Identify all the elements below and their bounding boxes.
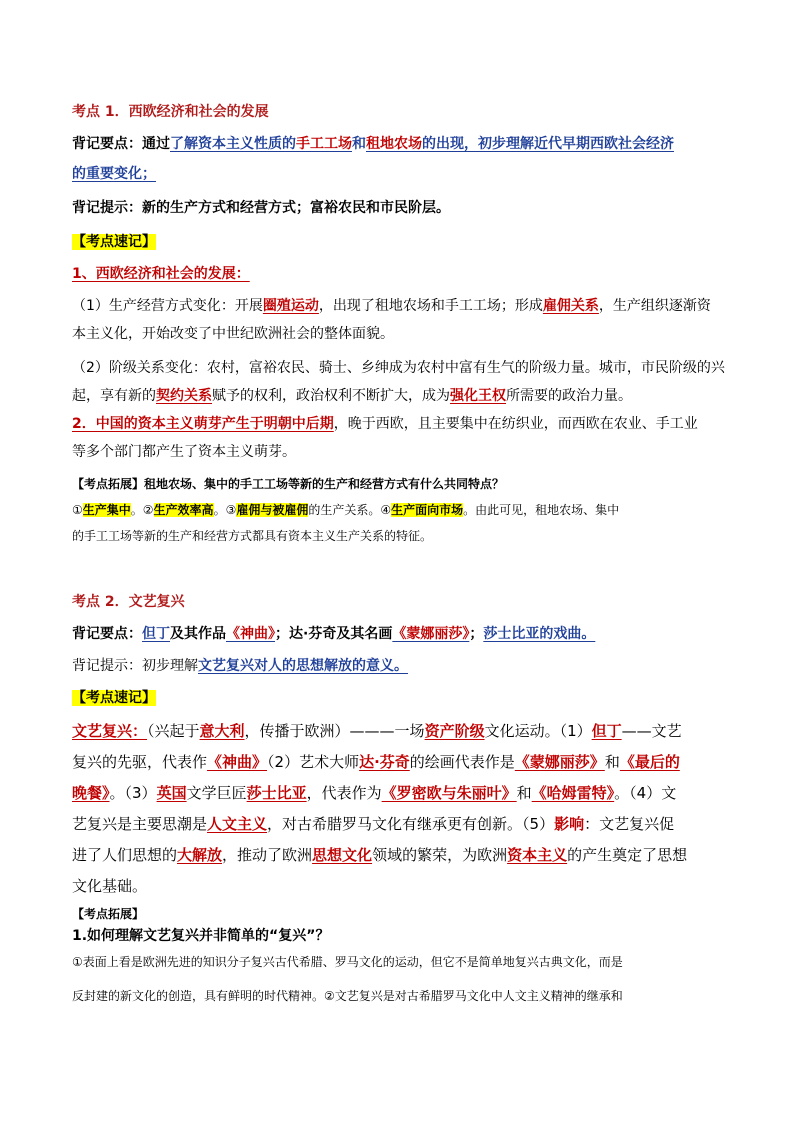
keyword: 但丁 (591, 722, 622, 740)
text: 所需要的政治力量。 (506, 388, 632, 404)
text: ； (469, 626, 484, 642)
keyword: 意大利 (199, 722, 245, 740)
s1-q1-line-2: 本主义化，开始改变了中世纪欧洲社会的整体面貌。 (72, 326, 394, 342)
s2-tip-label: 背记提示： (72, 658, 142, 674)
text: 文学巨匠 (186, 784, 247, 802)
text: ：文艺复兴促 (584, 815, 675, 833)
text: ，出现了租地农场和手工工场；形成 (318, 298, 543, 314)
text: 。由此可见，租地农场、集中 (463, 503, 620, 517)
highlight: 生产集中 (82, 503, 131, 517)
text: ，对古希腊罗马文化有继承更有创新。（5） (267, 815, 555, 833)
text: 起，享有新的 (72, 388, 156, 404)
quick-tag-label: 【考点速记】 (72, 690, 156, 706)
s1-tip-label: 背记提示： (72, 200, 142, 216)
s2-tip (72, 656, 408, 676)
keyword: 思想文化 (312, 846, 373, 864)
keyword: 大解放 (177, 846, 223, 864)
text: ，推动了欧洲 (222, 846, 313, 864)
text: 。② (130, 503, 154, 517)
s2-para-line-3 (72, 781, 676, 805)
text: 及其作品 (170, 626, 226, 642)
s1-req-keyword: 手工工场 (296, 136, 352, 152)
keyword: 圈殖运动 (262, 298, 319, 314)
keyword: 资产阶级 (424, 722, 485, 740)
text: 艺复兴是主要思潮是 (72, 815, 208, 833)
s2-requirement (72, 624, 595, 644)
keyword: 达·芬奇 (359, 753, 410, 771)
text: ，生产组织逐渐资 (598, 298, 711, 314)
s1-req-label: 背记要点： (72, 136, 142, 152)
s1-q1-line-1 (72, 296, 711, 316)
keyword: 《神曲》 (226, 626, 275, 642)
text: 初步理解 (142, 658, 198, 674)
s1-requirement-line-1 (72, 134, 674, 154)
s1-req-text: 和 (352, 136, 366, 152)
underline: 文艺复兴对人的思想解放的意义。 (198, 658, 408, 674)
keyword: 晚餐》 (72, 784, 110, 802)
text: 和 (604, 753, 620, 771)
text: 进了人们思想的 (72, 846, 178, 864)
s1-quick-heading (72, 264, 250, 284)
text: （2）艺术大师 (267, 753, 360, 771)
circled-number: ② (324, 989, 335, 1003)
keyword: 契约关系 (156, 388, 212, 404)
quick-tag-label: 【考点速记】 (72, 234, 156, 250)
keyword: 2．中国的资本主义萌芽产生于明朝中后期 (72, 416, 334, 432)
underline: 但丁 (142, 626, 170, 642)
text: 的绘画代表作是 (409, 753, 515, 771)
text: 复兴的先驱，代表作 (72, 753, 208, 771)
text: 表面上看是欧洲先进的知识分子复兴古代希腊、罗马文化的运动，但它不是简单地复兴古典文化，而是 (82, 955, 623, 969)
text: 和 (516, 784, 532, 802)
text: （兴起于 (147, 722, 200, 740)
s1-req-keyword: 租地农场 (366, 136, 422, 152)
keyword: 资本主义 (507, 846, 568, 864)
s2-extension-tag: 【考点拓展】 (72, 907, 145, 921)
highlight: 生产效率高 (153, 503, 214, 517)
s1-extension-answer-2: 的手工工场等新的生产和经营方式都具有资本主义生产关系的特征。 (72, 529, 433, 543)
s1-extension-question: 【考点拓展】租地农场、集中的手工工场等新的生产和经营方式有什么共同特点？ (72, 477, 505, 491)
text: ，晚于西欧，且主要集中在纺织业，而西欧在农业、手工业 (333, 416, 698, 432)
keyword: 强化王权 (450, 388, 506, 404)
section-1-title: 考点 1．西欧经济和社会的发展 (72, 104, 269, 120)
s1-tip-text: 新的生产方式和经营方式；富裕农民和市民阶层。 (142, 200, 450, 216)
s2-quick-tag (72, 688, 156, 708)
s2-extension-answer-1 (72, 952, 623, 972)
text: ① (72, 503, 83, 517)
keyword: 影响 (554, 815, 585, 833)
s1-req-underline: 了解资本主义性质的 (170, 136, 296, 152)
s1-req-underline: 的出现，初步理解近代早期西欧社会经济 (422, 136, 674, 152)
s1-extension-answer-1 (72, 500, 619, 520)
s2-para-line-1 (72, 719, 724, 743)
s1-q3-line-2: 等多个部门都产生了资本主义萌芽。 (72, 444, 296, 460)
text: 文艺复兴是对古希腊罗马文化中人文主义精神的继承和 (334, 989, 623, 1003)
text: 的生产关系。④ (308, 503, 392, 517)
s1-q3-line-1 (72, 414, 698, 434)
s1-q2-line-1: （2）阶级关系变化：农村，富裕农民、骑士、乡绅成为农村中富有生气的阶级力量。城市，市民阶级的兴 (72, 360, 725, 376)
text: 。③ (213, 503, 237, 517)
s2-extension-question: 1.如何理解文艺复兴并非简单的“复兴”？ (72, 928, 330, 944)
s2-para-line-5 (72, 843, 687, 867)
keyword: 《罗密欧与朱丽叶》 (381, 784, 517, 802)
text: 。（4）文 (614, 784, 677, 802)
s1-requirement-line-2: 的重要变化； (72, 166, 156, 182)
s2-para-line-6: 文化基础。 (72, 877, 148, 895)
text: 反封建的新文化的创造，具有鲜明的时代精神。 (72, 989, 325, 1003)
s2-para-line-4 (72, 812, 674, 836)
text: 。（3） (109, 784, 157, 802)
text: ，传播于欧洲）———一场 (244, 722, 425, 740)
text: （1）生产经营方式变化：开展 (72, 298, 263, 314)
s1-req-text: 通过 (142, 136, 170, 152)
text: 的产生奠定了思想 (567, 846, 688, 864)
keyword: 人文主义 (207, 815, 268, 833)
section-2-title: 考点 2．文艺复兴 (72, 594, 185, 610)
text: 领域的繁荣，为欧洲 (372, 846, 508, 864)
text: ；达·芬奇及其名画 (275, 626, 393, 642)
keyword: 文艺复兴： (72, 722, 148, 740)
circled-number: ① (72, 955, 83, 969)
s1-quick-tag (72, 232, 156, 252)
s1-q2-line-2 (72, 386, 632, 406)
s1-quick-heading-text: 1、西欧经济和社会的发展： (72, 266, 250, 282)
keyword: 《最后的 (619, 753, 680, 771)
highlight: 生产面向市场 (391, 503, 464, 517)
keyword: 《蒙娜丽莎》 (514, 753, 605, 771)
s2-para-line-2 (72, 750, 680, 774)
keyword: 《哈姆雷特》 (531, 784, 615, 802)
s1-tip (72, 198, 450, 218)
s2-req-label: 背记要点： (72, 626, 142, 642)
keyword: 雇佣关系 (542, 298, 599, 314)
keyword: 英国 (156, 784, 187, 802)
s2-extension-answer-2 (72, 986, 623, 1006)
keyword: 莎士比亚 (246, 784, 307, 802)
text: ，代表作为 (306, 784, 382, 802)
text: 文化运动。（1） (484, 722, 592, 740)
highlight: 雇佣与被雇佣 (236, 503, 309, 517)
text: 赋予的权利，政治权利不断扩大，成为 (212, 388, 450, 404)
keyword: 《蒙娜丽莎》 (392, 626, 470, 642)
underline: 莎士比亚的戏曲。 (483, 626, 596, 642)
text: ——文艺 (621, 722, 682, 740)
keyword: 《神曲》 (207, 753, 268, 771)
